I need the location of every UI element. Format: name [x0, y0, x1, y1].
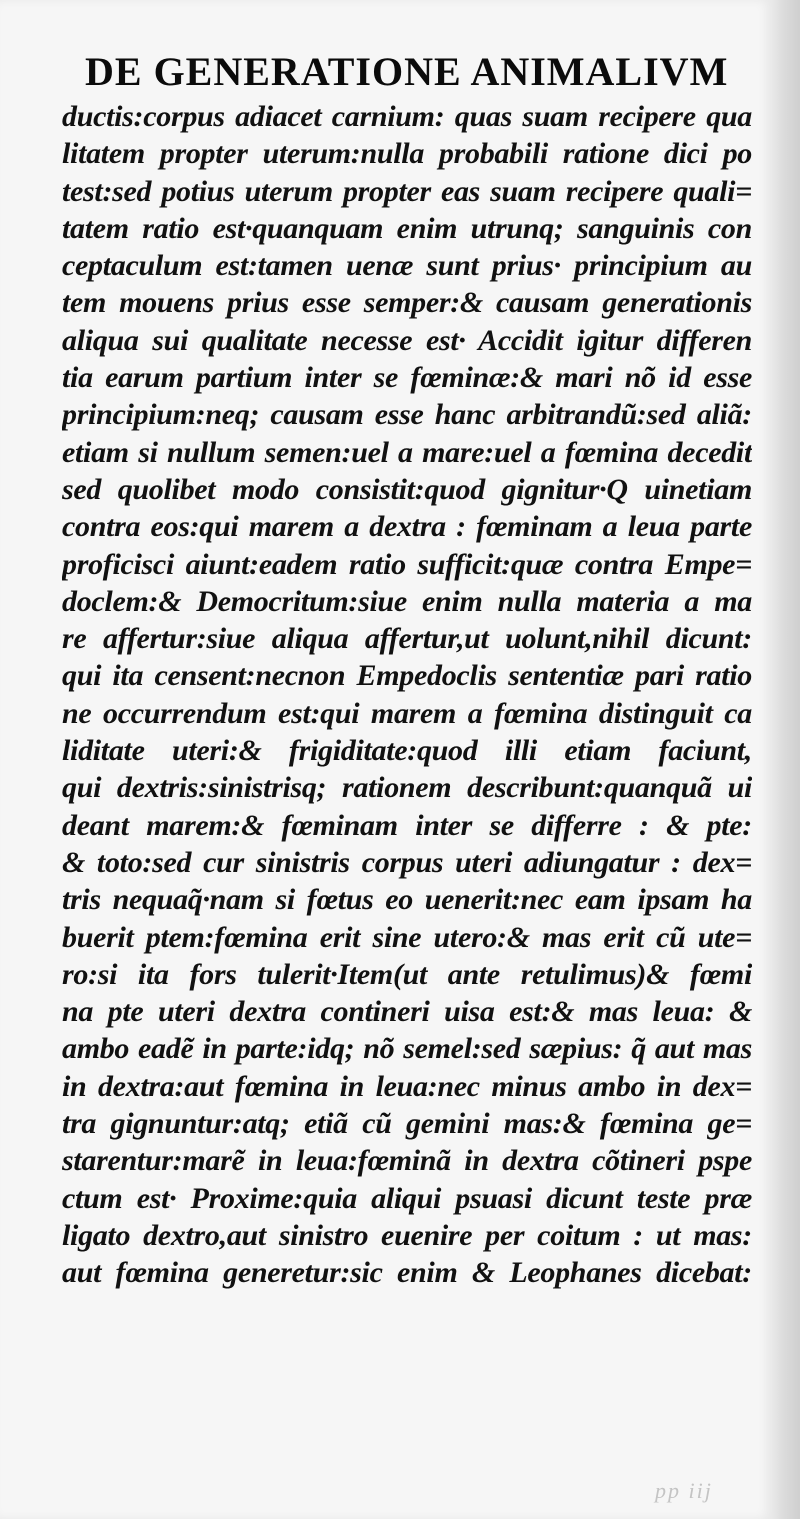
text-line: contra eos:qui marem a dextra : fœminam a leua parte — [62, 510, 752, 544]
body-text — [62, 98, 752, 1292]
text-line: tia earum partium inter se fœminæ:& mari nõ id esse — [62, 361, 752, 395]
text-line: & toto:sed cur sinistris corpus uteri adiungatur : dex= — [62, 845, 752, 879]
text-line: qui dextris:sinistrisq; rationem describunt:quanquã ui — [62, 771, 752, 805]
text-line: re affertur:siue aliqua affertur,ut uolunt,nihil dicunt: — [62, 622, 752, 656]
text-line: qui ita censent:necnon Empedoclis sententiæ pari ratio — [62, 659, 752, 693]
text-line: aliqua sui qualitate necesse est· Accidit igitur differen — [62, 323, 752, 357]
text-line: ne occurrendum est:qui marem a fœmina distinguit ca — [62, 696, 752, 730]
text-line: litatem propter uterum:nulla probabili ratione dici po — [62, 137, 752, 171]
text-line: tem mouens prius esse semper:& causam generationis — [62, 286, 752, 320]
text-line: ligato dextro,aut sinistro euenire per coitum : ut mas: — [62, 1218, 752, 1252]
text-line: doclem:& Democritum:siue enim nulla materia a ma — [62, 584, 752, 618]
text-line: etiam si nullum semen:uel a mare:uel a fœmina decedit — [62, 435, 752, 469]
text-line: buerit ptem:fœmina erit sine utero:& mas erit cũ ute= — [62, 920, 752, 954]
text-line: deant marem:& fœminam inter se differre : & pte: — [62, 808, 752, 842]
text-line: na pte uteri dextra contineri uisa est:& mas leua: & — [62, 995, 752, 1029]
text-line: proficisci aiunt:eadem ratio sufficit:quæ contra Empe= — [62, 547, 752, 581]
text-line: ro:si ita fors tulerit·Item(ut ante retulimus)& fœmi — [62, 957, 752, 991]
running-head: DE GENERATIONE ANIMALIVM — [85, 49, 729, 94]
text-line: ceptaculum est:tamen uenæ sunt prius· principium au — [62, 249, 752, 283]
text-line: tatem ratio est·quanquam enim utrunq; sanguinis con — [62, 211, 752, 245]
text-line: in dextra:aut fœmina in leua:nec minus ambo in dex= — [62, 1069, 752, 1103]
text-line: ductis:corpus adiacet carnium: quas suam recipere qua — [62, 100, 752, 133]
text-line: test:sed potius uterum propter eas suam recipere quali= — [62, 174, 752, 208]
text-line: sed quolibet modo consistit:quod gignitur·Q uinetiam — [62, 472, 752, 506]
text-line: starentur:marẽ in leua:fœminã in dextra cõtineri pspe — [62, 1144, 752, 1178]
text-line: ambo eadẽ in parte:idq; nõ semel:sed sæpius: q̃ aut mas — [62, 1032, 752, 1066]
text-line: tra gignuntur:atq; etiã cũ gemini mas:& fœmina ge= — [62, 1107, 752, 1141]
text-line: principium:neq; causam esse hanc arbitrandũ:sed aliã: — [62, 398, 752, 432]
text-line: aut fœmina generetur:sic enim & Leophanes dicebat: — [62, 1256, 752, 1290]
signature-mark: pp iij — [655, 1478, 713, 1503]
text-line: ctum est· Proxime:quia aliqui psuasi dicunt teste præ — [62, 1181, 752, 1215]
text-line: liditate uteri:& frigiditate:quod illi etiam faciunt, — [62, 734, 752, 768]
text-line: tris nequaq̃·nam si fœtus eo uenerit:nec eam ipsam ha — [62, 883, 752, 917]
page-edge-shadow — [772, 0, 800, 1519]
